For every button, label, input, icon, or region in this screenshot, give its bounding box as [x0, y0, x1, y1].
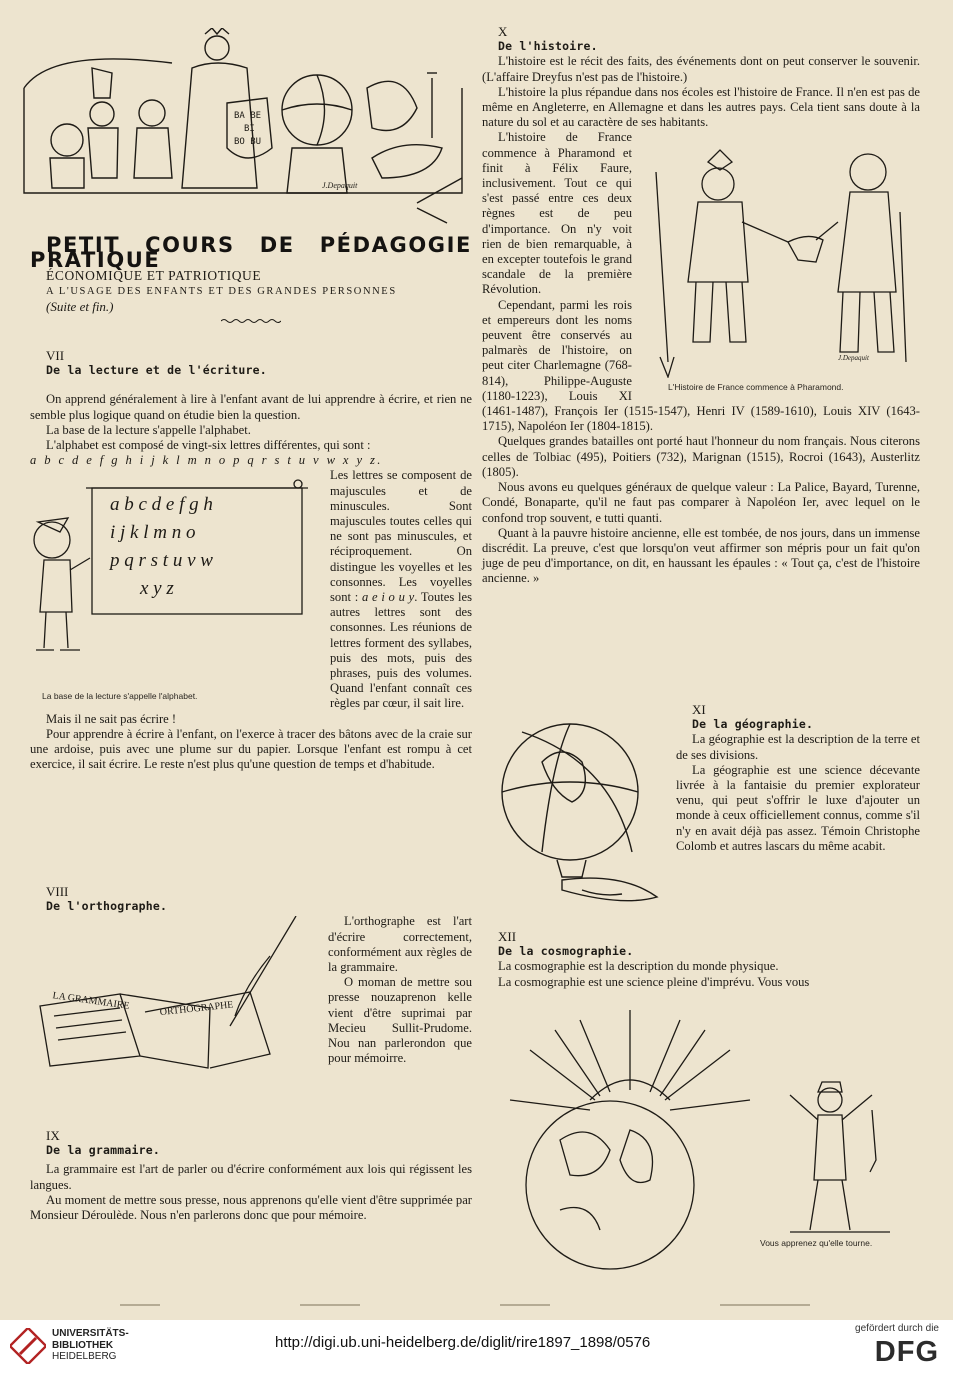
cosmography-caption: Vous apprenez qu'elle tourne. [760, 1238, 873, 1248]
section-8 [30, 884, 472, 1082]
library-name-line: HEIDELBERG [52, 1351, 117, 1362]
header-illustration [22, 28, 472, 228]
pharamond-signature: J.Depaquit [838, 354, 869, 363]
s7-alphabet: a b c d e f g h i j k l m n o p q r s t u v w x y z. [30, 453, 383, 468]
pharamond-caption: L'Histoire de France commence à Pharamond. [668, 382, 844, 393]
s10-paragraph: Nous avons eu quelques généraux de quelque valeur : La Palice, Bayard, Turenne, Condé, Bonaparte, qu'il ne faut pas comparer à Napoléon Ier, avec lequel on le confond trop souvent, e tutti quanti. [482, 480, 920, 525]
section-10 [482, 24, 920, 587]
section-10-heading: De l'histoire. [498, 39, 598, 54]
s10-paragraph: L'histoire de France commence à Pharamond et finit à Félix Faure, inclusivement. Tout ce qui s'est passé entre ces deux règnes est de peu d'importance. On n'y voit rien de bien remarquable, à en excepter toutefois le grand scandale de la première Révolution. [482, 130, 632, 297]
book-label-orthographe: ORTHOGRAPHE [159, 999, 234, 1019]
library-logo-icon [10, 1328, 46, 1364]
s7-paragraph: Pour apprendre à écrire à l'enfant, on l'exerce à tracer des bâtons avec de la craie sur une ardoise, puis avec une plume sur du papier. Lorsque l'enfant est rompu à cet exercice, il sait écrire. Le reste n'est plus qu'une question de temps et d'habitude. [30, 726, 472, 772]
header-signature: J.Depaquit [322, 181, 358, 190]
board-row-4: x y z [140, 578, 174, 600]
s7-paragraph: La base de la lecture s'appelle l'alphabet. [46, 422, 251, 437]
cosmography-figure [500, 1000, 920, 1280]
s8-paragraph: O moman de mettre sou presse nouzaprenon kelle vient d'être suprimai par Mecieu Sullit-Prudome. Nou nan parlerondon que pour mémoirre. [328, 975, 472, 1066]
pharamond-figure [638, 132, 920, 394]
s7-paragraph: Mais il ne sait pas écrire ! [46, 711, 177, 726]
alphabet-caption: La base de la lecture s'appelle l'alphabet. [42, 691, 198, 702]
section-9 [30, 1128, 472, 1223]
s10-paragraph: Cependant, parmi les rois et empereurs dont les noms peuvent être conservés au palmarès de l'histoire, on peut citer Charlemagne (768-814), Philippe-Auguste (1180-1223), Louis XI (1461-1487), François Ier (1515-1547), Henri IV (1589-1610), Louis XIV (1643-1715), Napoléon Ier (1804-1815). [482, 297, 920, 434]
section-9-heading: De la grammaire. [46, 1143, 160, 1158]
page-suite: (Suite et fin.) [46, 298, 114, 314]
board-row-3: p q r s t u v w [110, 550, 213, 572]
alphabet-figure [30, 472, 322, 704]
section-11 [482, 702, 920, 924]
page-title: PETIT COURS DE PÉDAGOGIE PRATIQUE [30, 233, 472, 273]
footer-bar [0, 1320, 953, 1374]
book-label-grammaire: LA GRAMMAIRE [51, 990, 131, 1013]
s9-paragraph: Au moment de mettre sous presse, nous apprenons qu'elle vient d'être supprimée par Monsieur Déroulède. Nous n'en parlerons donc que pour mémoire. [30, 1192, 472, 1223]
svg-text:BO BU: BO BU [234, 137, 262, 147]
section-10-number: X [498, 24, 508, 39]
svg-text:BI: BI [244, 124, 255, 134]
section-9-number: IX [46, 1128, 60, 1143]
s12-paragraph: La cosmographie est une science pleine d'imprévu. Vous vous [498, 974, 810, 989]
s7-letters-text-2: . Toutes les autres lettres sont des consonnes. Les réunions de lettres forment des syllabes, puis des mots, puis des phrases, puis des volumes. Quand l'enfant connaît ces règles par cœur, il sait lire. [330, 590, 472, 711]
section-7-heading: De la lecture et de l'écriture. [46, 363, 267, 378]
left-column-header [30, 233, 472, 324]
s7-letters-text: Les lettres se composent de majuscules et de minuscules. Sont majuscules toutes celles qui ne sont pas minuscules, et réciproquement. On distingue les voyelles et les consonnes. Les voyelles sont : [330, 468, 472, 605]
section-11-heading: De la géographie. [692, 717, 814, 732]
orthographe-figure [30, 916, 322, 1082]
section-7-number: VII [46, 348, 65, 363]
svg-text:BA BE: BA BE [234, 111, 262, 121]
page-subtitle: ÉCONOMIQUE ET PATRIOTIQUE [46, 268, 262, 284]
section-7 [30, 348, 472, 772]
s12-paragraph: La cosmographie est la description du monde physique. [498, 959, 779, 974]
s10-paragraph: L'histoire la plus répandue dans nos écoles est l'histoire de France. Il n'en est pas de même en Angleterre, en Allemagne et dans les autres pays. Cela tient sans doute à la nature du sol et au caractère de ses habitants. [482, 84, 920, 130]
dfg-logo: DFG [874, 1336, 939, 1368]
source-url-link[interactable]: http://digi.ub.uni-heidelberg.de/diglit/rire1897_1898/0576 [275, 1334, 651, 1351]
library-name-line: UNIVERSITÄTS- [52, 1328, 129, 1339]
ornament [221, 318, 281, 324]
s10-paragraph: Quant à la pauvre histoire ancienne, elle est tombée, de nos jours, dans un immense discrédit. La preuve, c'est que lorsqu'on veut affirmer son mépris pour un fait qu'on juge de peu d'importance, on dit, en haussant les épaules : « Tout ça, c'est de l'histoire ancienne. » [482, 525, 920, 586]
section-11-number: XI [692, 702, 706, 717]
globe-figure [482, 702, 668, 924]
s11-paragraph: La géographie est une science décevante livrée à la fantaisie du premier explorateur venu, qui peut s'offrir le luxe d'ajouter un monde à ceux officiellement connus, comme s'il n'y en avait déjà pas assez. Témoin Christophe Colomb et autres lascars du même acabit. [676, 762, 920, 853]
sponsor-text: gefördert durch die [855, 1323, 939, 1334]
section-8-heading: De l'orthographe. [46, 899, 168, 914]
s9-paragraph: La grammaire est l'art de parler ou d'écrire conformément aux lois qui régissent les langues. [30, 1162, 472, 1192]
section-12-number: XII [498, 929, 517, 944]
s7-paragraph: L'alphabet est composé de vingt-six lettres différentes, qui sont : [46, 438, 371, 453]
page-audience: A L'USAGE DES ENFANTS ET DES GRANDES PERSONNES [46, 285, 397, 297]
library-name [52, 1328, 129, 1363]
s7-paragraph: On apprend généralement à lire à l'enfant avant de lui apprendre à écrire, et rien ne semble plus logique quand on étudie bien la question. [30, 392, 472, 422]
s7-vowels: a e i o u y [361, 590, 415, 605]
section-12 [482, 929, 920, 990]
s11-paragraph: La géographie est la description de la terre et de ses divisions. [676, 732, 920, 762]
s10-paragraph: Quelques grandes batailles ont porté haut l'honneur du nom français. Nous citerons celles de Tolbiac (495), Poitiers (732), Marignan (1515), Rocroi (1643), Austerlitz (1805). [482, 434, 920, 479]
board-row-2: i j k l m n o [110, 522, 196, 544]
scan-marks [120, 1300, 880, 1310]
section-12-heading: De la cosmographie. [498, 944, 634, 959]
s8-paragraph: L'orthographe est l'art d'écrire correctement, conformément aux règles de la grammaire. [328, 914, 472, 975]
library-name-line: BIBLIOTHEK [52, 1339, 114, 1351]
s10-paragraph: L'histoire est le récit des faits, des événements dont on peut conserver le souvenir. (L'affaire Dreyfus n'est pas de l'histoire.) [482, 54, 920, 84]
board-row-1: a b c d e f g h [110, 494, 213, 516]
section-8-number: VIII [46, 884, 69, 899]
